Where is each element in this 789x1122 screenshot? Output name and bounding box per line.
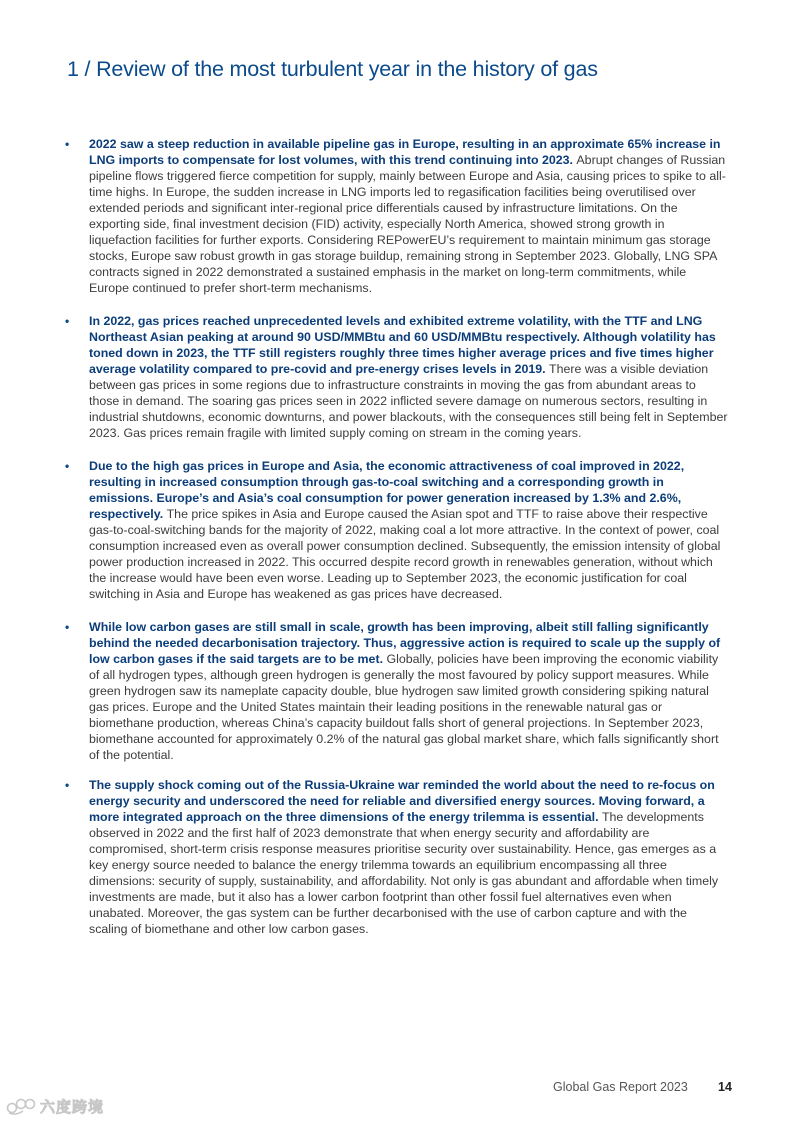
bullet-body: Globally, policies have been improving the economic viability of all hydrogen types, although green hydrogen is generally the most favoured by policy support measures. While green hydrogen saw its nameplate capacity double, blue hydrogen saw limited growth considering spiking natural gas prices. Europe and the United States maintain their leading positions in the renewable natural gas or biomethane production, whereas China’s capacity buildout falls short of general projections. In September 2023, biomethane accounted for approximately 0.2% of the natural gas global market share, which falls significantly short of the potential. xyxy=(89,652,719,762)
footer-report-name: Global Gas Report 2023 xyxy=(553,1080,688,1094)
bullet-marker: • xyxy=(65,314,70,328)
bullet-marker: • xyxy=(65,459,70,473)
bullet-item-1 xyxy=(62,136,728,296)
bullet-list xyxy=(62,136,728,954)
bullet-item-5 xyxy=(62,777,728,937)
watermark-logo-icon xyxy=(6,1096,36,1116)
bullet-marker: • xyxy=(65,137,70,151)
bullet-body: The price spikes in Asia and Europe caused the Asian spot and TTF to raise above their respective gas-to-coal-switching bands for the majority of 2022, making coal a lot more attractive. In the context of power, coal consumption increased even as overall power consumption declined. Subsequently, the emission intensity of global power production increased in 2022. This occurred despite record growth in renewables generation, without which the increase would have been even worse. Leading up to September 2023, the economic justification for coal switching in Asia and Europe has weakened as gas prices have decreased. xyxy=(89,507,721,601)
bullet-marker: • xyxy=(65,778,70,792)
watermark-text: 六度跨境 xyxy=(40,1097,105,1116)
bullet-headline: 2022 saw a steep reduction in available pipeline gas in Europe, resulting in an approximate 65% increase in LNG imports to compensate for lost volumes, with this trend continuing into 2023. xyxy=(89,137,721,167)
bullet-body: There was a visible deviation between gas prices in some regions due to infrastructure constraints in moving the gas from abundant areas to those in demand. The soaring gas prices seen in 2022 inflicted severe damage on numerous sectors, resulting in industrial shutdowns, economic downturns, and power blackouts, with the consequences still being felt in September 2023. Gas prices remain fragile with limited supply coming on stream in the coming years. xyxy=(89,362,728,440)
bullet-headline: Due to the high gas prices in Europe and Asia, the economic attractiveness of coal improved in 2022, resulting in increased consumption through gas-to-coal switching and a corresponding growth in emissions. Europe’s and Asia’s coal consumption for power generation increased by 1.3% and 2.6%, respectively. xyxy=(89,459,685,521)
bullet-body: Abrupt changes of Russian pipeline flows triggered fierce competition for supply, mainly between Europe and Asia, causing prices to spike to all-time highs. In Europe, the sudden increase in LNG imports led to regasification facilities being overutilised over extended periods and significant inter-regional price differentials caused by infrastructure limitations. On the exporting side, final investment decision (FID) activity, especially North America, showed strong growth in liquefaction facilities for further exports. Considering REPowerEU’s requirement to maintain minimum gas storage stocks, Europe saw robust growth in gas storage buildup, remaining strong in September 2023. Globally, LNG SPA contracts signed in 2022 demonstrated a sustained emphasis in the market on long-term commitments, while Europe continued to prefer short-term mechanisms. xyxy=(89,153,726,295)
bullet-headline: The supply shock coming out of the Russia-Ukraine war reminded the world about the need to re-focus on energy security and underscored the need for reliable and diversified energy sources. Moving forward, a more integrated approach on the three dimensions of the energy trilemma is essential. xyxy=(89,778,715,824)
watermark xyxy=(6,1095,104,1117)
page-number: 14 xyxy=(718,1080,732,1094)
bullet-headline: While low carbon gases are still small in scale, growth has been improving, albeit still falling significantly behind the needed decarbonisation trajectory. Thus, aggressive action is required to scale up the supply of low carbon gases if the said targets are to be met. xyxy=(89,620,721,666)
page-title: 1 / Review of the most turbulent year in the history of gas xyxy=(67,57,598,81)
bullet-headline: In 2022, gas prices reached unprecedented levels and exhibited extreme volatility, with the TTF and LNG Northeast Asian peaking at around 90 USD/MMBtu and 60 USD/MMBtu respectively. Although volatility has toned down in 2023, the TTF still registers roughly three times higher average prices and five times higher average volatility compared to pre-covid and pre-energy crises levels in 2019. xyxy=(89,314,716,376)
bullet-marker: • xyxy=(65,620,70,634)
bullet-item-2 xyxy=(62,313,728,441)
bullet-body: The developments observed in 2022 and the first half of 2023 demonstrate that when energy security and affordability are compromised, short-term crisis response measures prioritise security over sustainability. Hence, gas emerges as a key energy source needed to balance the energy trilemma towards an equilibrium encompassing all three dimensions: security of supply, sustainability, and affordability. Not only is gas abundant and affordable when timely investments are made, but it also has a lower carbon footprint than other fossil fuel alternatives even when unabated. Moreover, the gas system can be further decarbonised with the use of carbon capture and with the scaling of biomethane and other low carbon gases. xyxy=(89,810,719,936)
bullet-item-3 xyxy=(62,458,728,602)
bullet-item-4 xyxy=(62,619,728,763)
